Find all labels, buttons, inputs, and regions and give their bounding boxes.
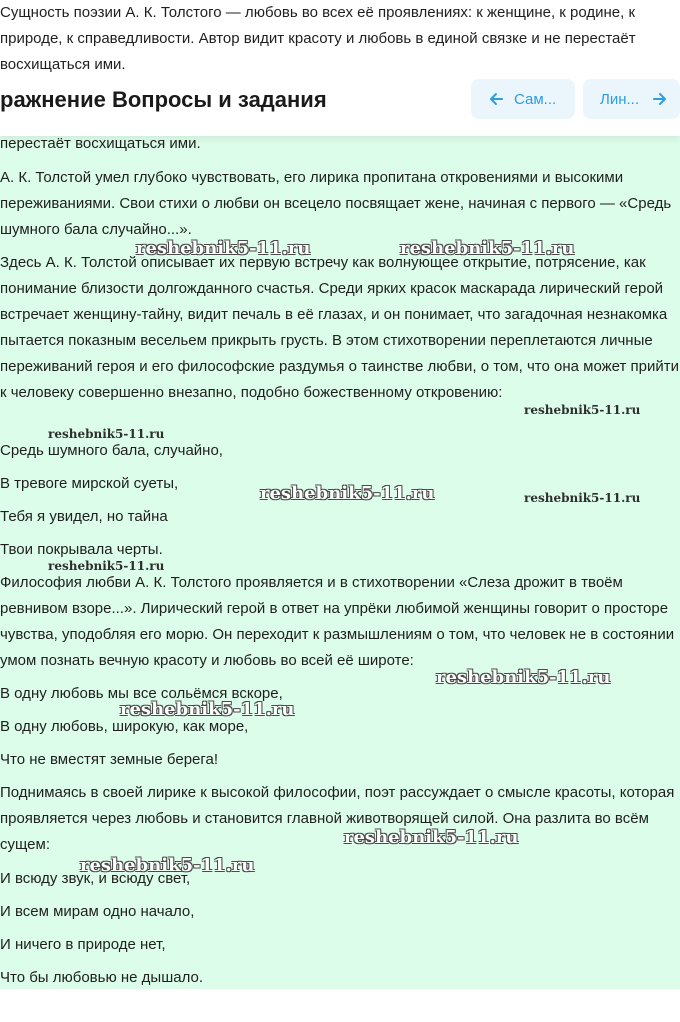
poem-line: И всем мирам одно начало, <box>0 903 195 920</box>
watermark: reshebnik5-11.ru <box>48 559 165 573</box>
watermark: reshebnik5-11.ru <box>524 491 641 505</box>
arrow-right-icon <box>652 91 668 107</box>
watermark: reshebnik5-11.ru <box>436 667 611 688</box>
answer-paragraph: Поднимаясь в своей лирике к высокой философии, поэт рассуждает о смысле красоты, которая проявляется через любовь и становится главной животворящей силой. Она разлита во всём сущем: <box>0 784 675 853</box>
answer-block <box>0 136 680 989</box>
next-exercise-button[interactable] <box>583 79 680 119</box>
answer-paragraph: Философия любви А. К. Толстого проявляется и в стихотворении «Слеза дрожит в твоём ревнивом взоре...». Лирический герой в ответ на упрёки любимой женщины говорит о просторе чувства, уподобляя его морю. Он переходит к размышлениям о том, что человек не в состоянии умом познать вечную красоту и любовь во всей её широте: <box>0 574 675 669</box>
arrow-left-icon <box>488 91 504 107</box>
poem-line: И всюду звук, и всюду свет, <box>0 870 191 887</box>
poem-line: В одну любовь, широкую, как море, <box>0 718 249 735</box>
previous-exercise-button[interactable] <box>471 79 575 119</box>
exercise-header <box>0 78 680 136</box>
answer-paragraph: А. К. Толстой умел глубоко чувствовать, его лирика пропитана откровениями и высокими переживаниями. Свои стихи о любви он всецело посвящает жене, начиная с первого — «Средь шумного бала случайно...». <box>0 169 672 238</box>
poem-line: Твои покрывала черты. <box>0 541 163 558</box>
poem-line: Тебя я увидел, но тайна <box>0 508 168 525</box>
answer-paragraph: Здесь А. К. Толстой описывает их первую встречу как волнующее открытие, потрясение, как понимание близости долгожданного счастья. Среди ярких красок маскарада лирический герой встречает женщину-тайну, видит печаль в её глазах, и он понимает, что загадочная незнакомка пытается показным весельем прикрыть грусть. В этом стихотворении переплетаются личные переживаний героя и его философские раздумья о таинстве любви, о том, что она может прийти к человеку совершенно внезапно, подобно божественному откровению: <box>0 254 680 401</box>
watermark: reshebnik5-11.ru <box>344 827 519 848</box>
poem-line: И ничего в природе нет, <box>0 936 166 953</box>
watermark: reshebnik5-11.ru <box>48 427 165 441</box>
poem-line: В тревоге мирской суеты, <box>0 475 179 492</box>
intro-text: Сущность поэзии А. К. Толстого — любовь во всех её проявлениях: к женщине, к родине, к природе, к справедливости. Автор видит красоту и любовь в единой связке и не перестаёт восхищаться ими. <box>0 4 636 73</box>
watermark: reshebnik5-11.ru <box>524 403 641 417</box>
previous-exercise-label: Сам... <box>514 90 557 108</box>
watermark: reshebnik5-11.ru <box>260 483 435 504</box>
poem-line: В одну любовь мы все сольёмся вскоре, <box>0 685 283 702</box>
poem-line: Что не вместят земные берега! <box>0 751 219 768</box>
answer-fragment: перестаёт восхищаться ими. <box>0 136 201 152</box>
poem-line: Средь шумного бала, случайно, <box>0 442 223 459</box>
watermark: reshebnik5-11.ru <box>400 238 575 259</box>
watermark: reshebnik5-11.ru <box>80 855 255 876</box>
section-title: ражнение Вопросы и задания <box>0 87 327 112</box>
watermark: reshebnik5-11.ru <box>120 699 295 720</box>
next-exercise-label: Лин... <box>600 90 640 108</box>
poem-line: Что бы любовью не дышало. <box>0 969 204 986</box>
watermark: reshebnik5-11.ru <box>136 238 311 259</box>
